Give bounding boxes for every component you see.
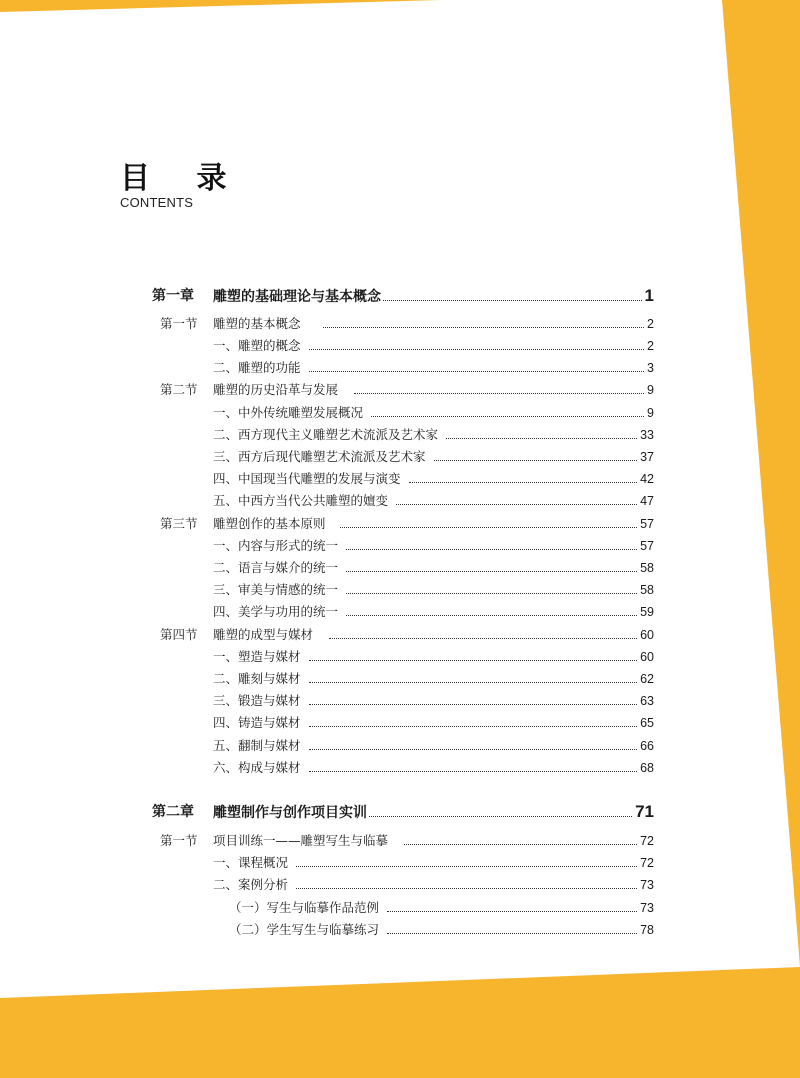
dot-leader [346, 615, 637, 616]
item-entry [213, 691, 654, 711]
dot-leader [387, 933, 637, 934]
page-number: 9 [647, 383, 654, 397]
item-entry [213, 536, 654, 556]
dot-leader [396, 504, 637, 505]
item-entry [213, 669, 654, 689]
page-number: 3 [647, 361, 654, 375]
dot-leader [309, 660, 638, 661]
toc-section[interactable] [0, 514, 800, 534]
item-title: 二、语言与媒介的统一 [213, 560, 339, 575]
dot-leader [371, 416, 644, 417]
chapter-number: 第二章 [152, 804, 194, 820]
item-title: 一、内容与形式的统一 [213, 538, 339, 553]
page-number: 37 [640, 450, 654, 464]
section-entry [213, 314, 654, 334]
page-number: 9 [647, 406, 654, 420]
dot-leader [296, 888, 637, 889]
page-number: 68 [640, 761, 654, 775]
page-number: 62 [640, 672, 654, 686]
dot-leader [387, 911, 637, 912]
section-entry [213, 625, 654, 645]
page-number: 2 [647, 317, 654, 331]
item-title: 四、中国现当代雕塑的发展与演变 [213, 471, 401, 486]
item-entry [213, 713, 654, 733]
toc-item[interactable] [0, 713, 800, 733]
page-number: 57 [640, 539, 654, 553]
item-title: 二、西方现代主义雕塑艺术流派及艺术家 [213, 427, 439, 442]
item-title: 六、构成与媒材 [213, 760, 301, 775]
toc-item[interactable] [0, 647, 800, 667]
page-number: 42 [640, 472, 654, 486]
page-number: 1 [644, 286, 654, 305]
section-entry [213, 831, 654, 851]
dot-leader [354, 393, 644, 394]
item-entry [213, 491, 654, 511]
page-number: 59 [640, 605, 654, 619]
dot-leader [296, 866, 637, 867]
toc-chapter-1[interactable] [0, 286, 800, 306]
item-title: 三、锻造与媒材 [213, 693, 301, 708]
subitem-entry [229, 920, 654, 940]
toc-item[interactable] [0, 669, 800, 689]
page-subtitle: CONTENTS [120, 195, 194, 210]
section-title: 项目训练一——雕塑写生与临摹 [213, 833, 389, 848]
subitem-title: （一）写生与临摹作品范例 [229, 900, 380, 915]
toc-item[interactable] [0, 358, 800, 378]
page-number: 60 [640, 628, 654, 642]
page-number: 47 [640, 494, 654, 508]
page-number: 73 [640, 901, 654, 915]
item-entry [213, 336, 654, 356]
dot-leader [309, 682, 638, 683]
toc-item[interactable] [0, 469, 800, 489]
item-entry [213, 425, 654, 445]
dot-leader [434, 460, 638, 461]
toc-section[interactable] [0, 625, 800, 645]
chapter-number: 第一章 [152, 288, 194, 304]
item-title: 二、雕塑的功能 [213, 360, 301, 375]
item-entry [213, 736, 654, 756]
section-title: 雕塑的成型与媒材 [213, 627, 314, 642]
item-title: 一、中外传统雕塑发展概况 [213, 405, 364, 420]
item-title: 一、雕塑的概念 [213, 338, 301, 353]
dot-leader [309, 726, 638, 727]
dot-leader [346, 593, 637, 594]
dot-leader [309, 704, 638, 705]
dot-leader [309, 749, 638, 750]
item-entry [213, 853, 654, 873]
section-entry [213, 514, 654, 534]
toc-item[interactable] [0, 691, 800, 711]
toc-item[interactable] [0, 736, 800, 756]
dot-leader [346, 549, 637, 550]
section-title: 雕塑的基本概念 [213, 316, 301, 331]
item-title: 二、案例分析 [213, 877, 289, 892]
item-entry [213, 875, 654, 895]
toc-subitem[interactable] [0, 898, 800, 918]
dot-leader [346, 571, 637, 572]
page-number: 71 [635, 802, 654, 821]
toc-item[interactable] [0, 580, 800, 600]
toc-item[interactable] [0, 447, 800, 467]
section-title: 雕塑创作的基本原则 [213, 516, 326, 531]
toc-item[interactable] [0, 558, 800, 578]
dot-leader [404, 844, 637, 845]
item-title: 五、中西方当代公共雕塑的嬗变 [213, 493, 389, 508]
page-number: 57 [640, 517, 654, 531]
section-entry [213, 380, 654, 400]
dot-leader [409, 482, 638, 483]
page-number: 60 [640, 650, 654, 664]
item-entry [213, 758, 654, 778]
dot-leader [309, 349, 645, 350]
section-title: 雕塑的历史沿革与发展 [213, 382, 339, 397]
item-entry [213, 602, 654, 622]
toc-item[interactable] [0, 853, 800, 873]
page-number: 73 [640, 878, 654, 892]
section-number: 第四节 [160, 627, 198, 642]
item-title: 二、雕刻与媒材 [213, 671, 301, 686]
toc-item[interactable] [0, 602, 800, 622]
item-entry [213, 647, 654, 667]
toc-item[interactable] [0, 491, 800, 511]
item-title: 三、审美与情感的统一 [213, 582, 339, 597]
page-number: 33 [640, 428, 654, 442]
page-title: 目 录 [120, 161, 245, 196]
page-number: 72 [640, 834, 654, 848]
item-entry [213, 558, 654, 578]
item-title: 一、塑造与媒材 [213, 649, 301, 664]
page-number: 72 [640, 856, 654, 870]
chapter-title: 雕塑制作与创作项目实训 [213, 805, 367, 821]
page-number: 58 [640, 583, 654, 597]
toc-subitem[interactable] [0, 920, 800, 940]
dot-leader [309, 371, 645, 372]
dot-leader [446, 438, 637, 439]
toc-item[interactable] [0, 875, 800, 895]
item-title: 四、美学与功用的统一 [213, 604, 339, 619]
item-title: 四、铸造与媒材 [213, 715, 301, 730]
item-entry [213, 447, 654, 467]
page-number: 2 [647, 339, 654, 353]
dot-leader [369, 816, 632, 817]
toc-section[interactable] [0, 831, 800, 851]
section-number: 第一节 [160, 316, 198, 331]
item-entry [213, 403, 654, 423]
dot-leader [323, 327, 645, 328]
page-number: 78 [640, 923, 654, 937]
toc-item[interactable] [0, 336, 800, 356]
page-number: 66 [640, 739, 654, 753]
chapter-entry [213, 286, 654, 307]
toc-item[interactable] [0, 425, 800, 445]
subitem-entry [229, 898, 654, 918]
dot-leader [383, 300, 642, 301]
item-title: 五、翻制与媒材 [213, 738, 301, 753]
item-entry [213, 358, 654, 378]
item-title: 三、西方后现代雕塑艺术流派及艺术家 [213, 449, 426, 464]
toc-section[interactable] [0, 380, 800, 400]
dot-leader [309, 771, 638, 772]
dot-leader [329, 638, 637, 639]
chapter-entry [213, 802, 654, 823]
item-entry [213, 580, 654, 600]
chapter-title: 雕塑的基础理论与基本概念 [213, 289, 381, 305]
toc-item[interactable] [0, 403, 800, 423]
toc-chapter-2[interactable] [0, 802, 800, 822]
section-number: 第三节 [160, 516, 198, 531]
toc-item[interactable] [0, 758, 800, 778]
page-number: 65 [640, 716, 654, 730]
page-number: 63 [640, 694, 654, 708]
dot-leader [340, 527, 638, 528]
section-number: 第一节 [160, 833, 198, 848]
page-number: 58 [640, 561, 654, 575]
item-entry [213, 469, 654, 489]
toc-section[interactable] [0, 314, 800, 334]
item-title: 一、课程概况 [213, 855, 289, 870]
subitem-title: （二）学生写生与临摹练习 [229, 922, 380, 937]
section-number: 第二节 [160, 382, 198, 397]
toc-item[interactable] [0, 536, 800, 556]
